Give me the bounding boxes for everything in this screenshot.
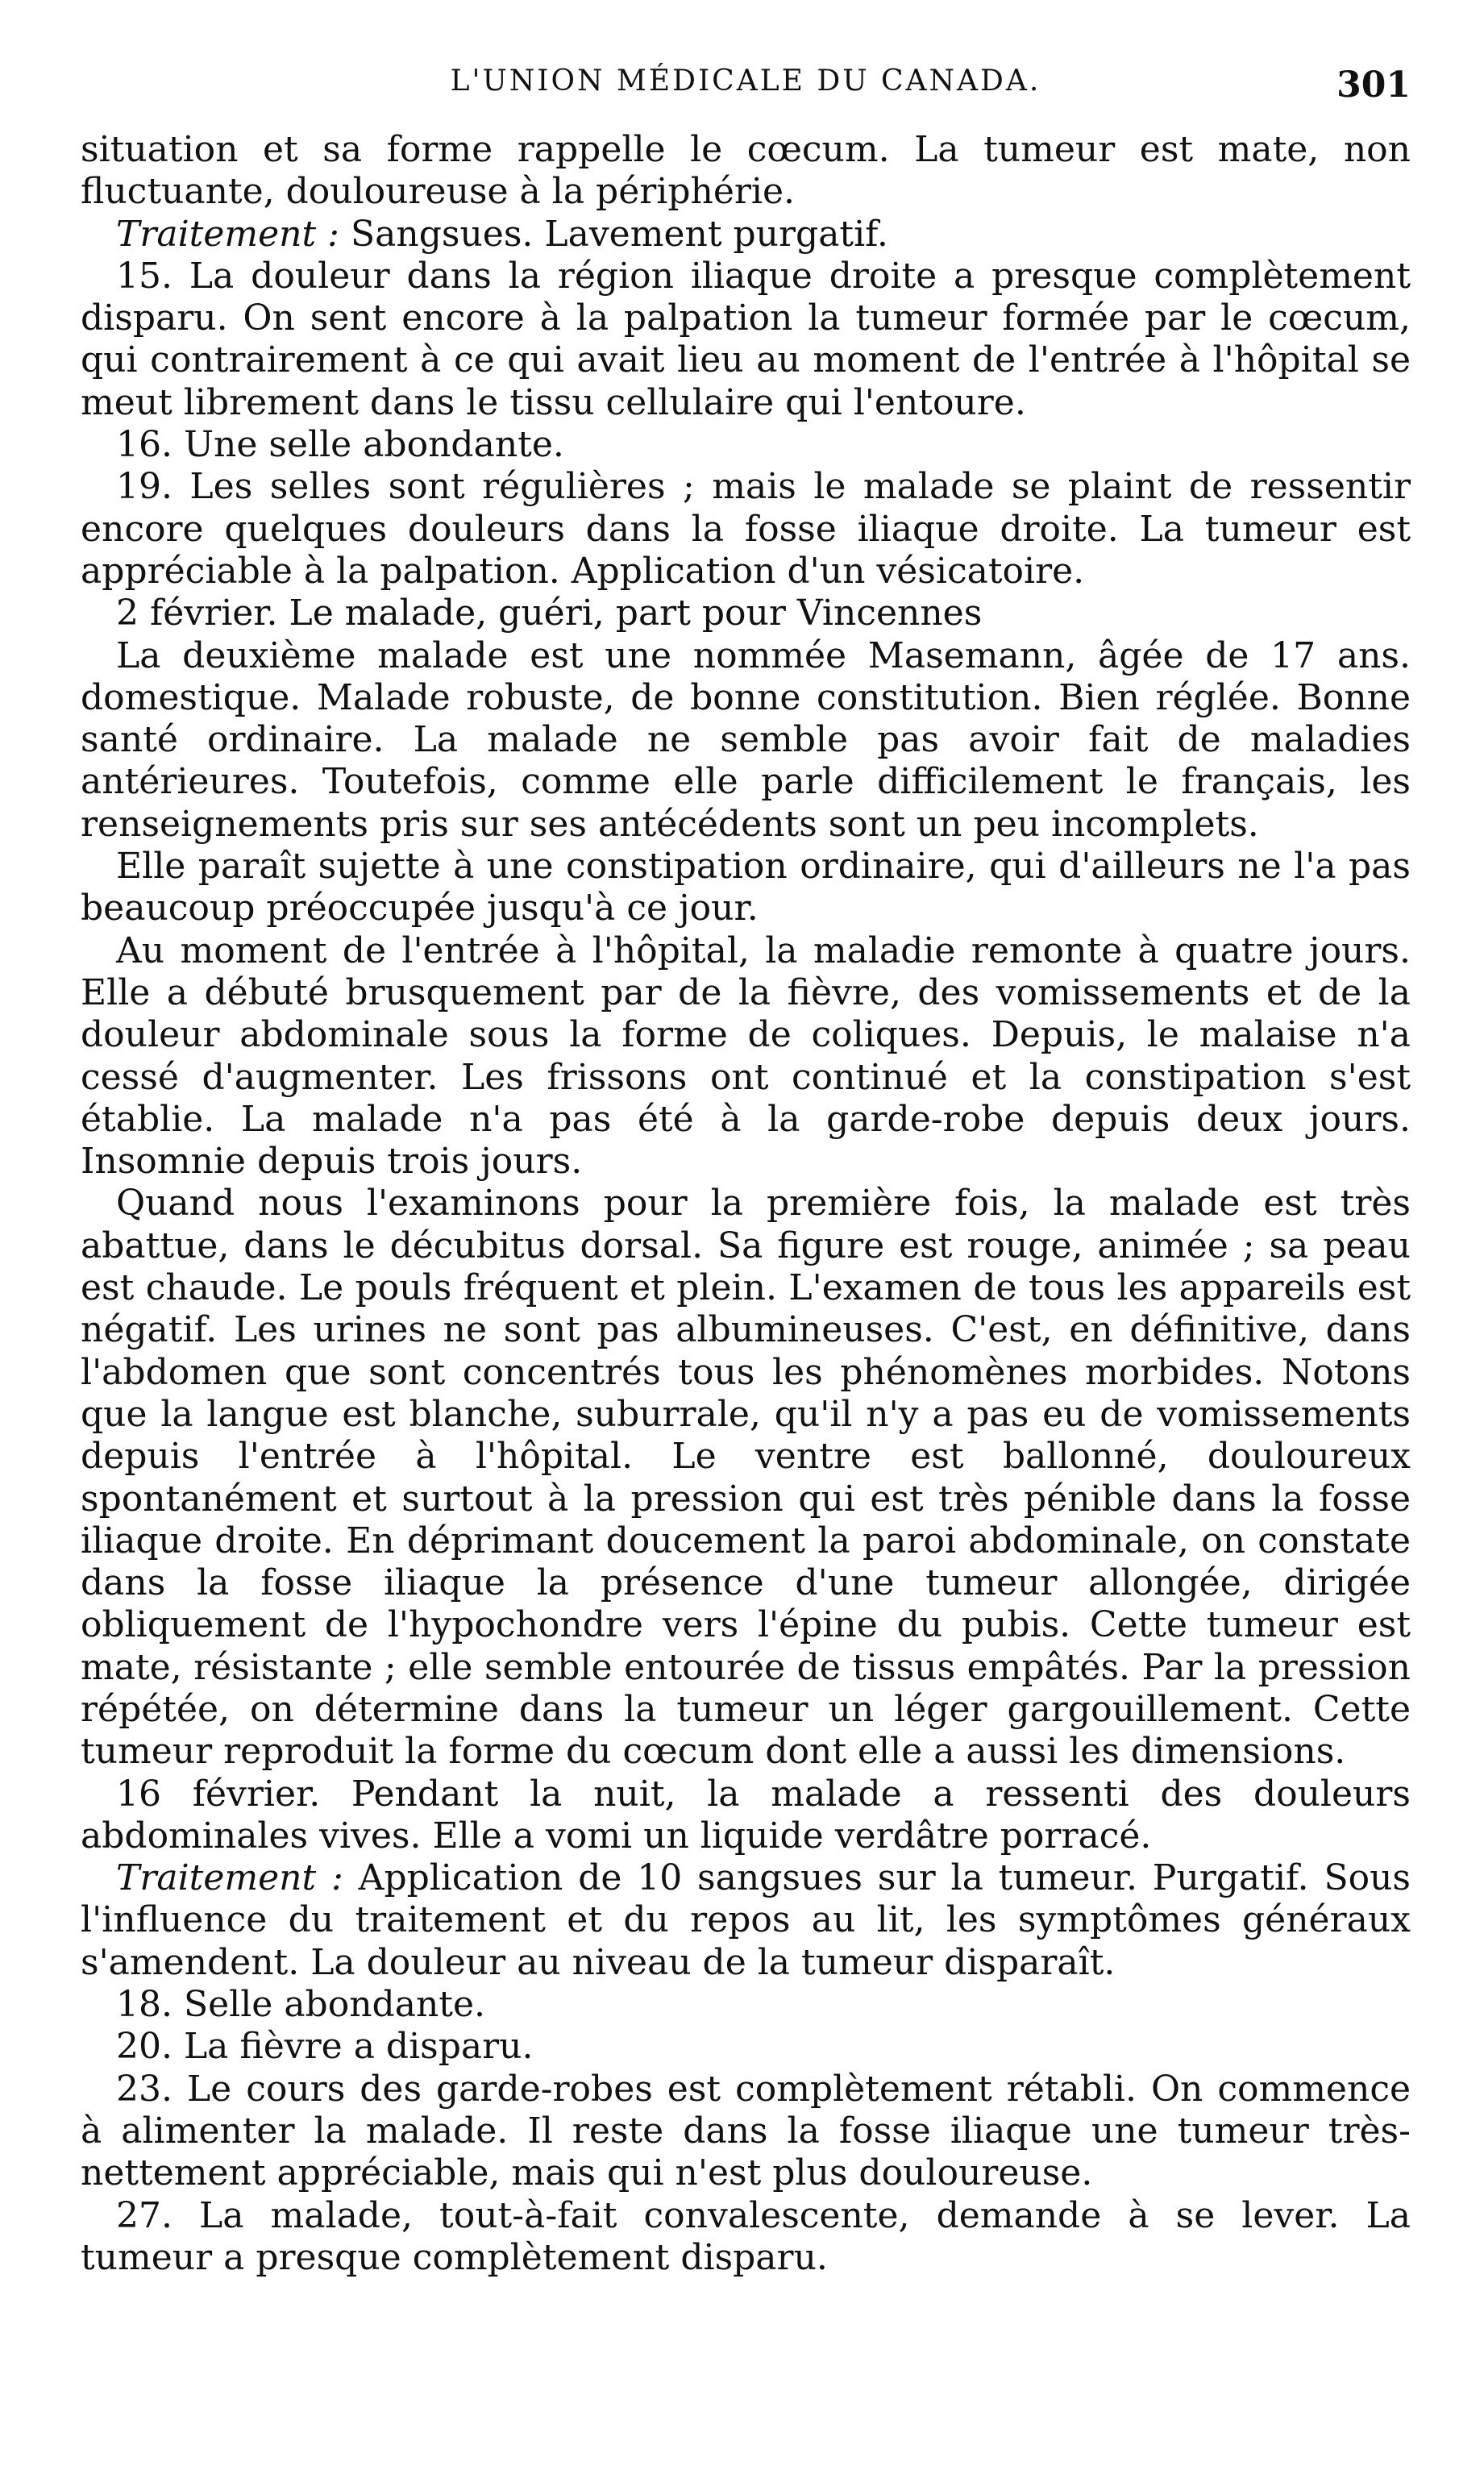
italic-label: Traitement : <box>116 1857 343 1899</box>
paragraph-text: 18. Selle abondante. <box>116 1984 485 2026</box>
paragraph <box>81 466 1411 593</box>
document-page <box>81 64 1411 2279</box>
paragraph <box>81 593 1411 634</box>
body-text <box>81 129 1411 2279</box>
paragraph-text: 19. Les selles sont régulières ; mais le malade se plaint de ressentir encore quelques douleurs dans la fosse iliaque droite. La tumeur est appréciable à la palpation. Application d'un vésicatoire. <box>81 466 1411 592</box>
page-number: 301 <box>1336 64 1411 106</box>
paragraph <box>81 635 1411 846</box>
paragraph-text: 20. La fièvre a disparu. <box>116 2026 534 2068</box>
paragraph-text: Application de 10 sangsues sur la tumeur. Purgatif. Sous l'influence du traitement et du repos au lit, les symptômes généraux s'amendent. La douleur au niveau de la tumeur disparaît. <box>81 1857 1411 1983</box>
paragraph <box>81 846 1411 930</box>
paragraph-text: 16 février. Pendant la nuit, la malade a ressenti des douleurs abdominales vives. Elle a vomi un liquide verdâtre porracé. <box>81 1773 1411 1857</box>
paragraph <box>81 256 1411 424</box>
paragraph <box>81 424 1411 466</box>
paragraph-text: 16. Une selle abondante. <box>116 424 564 466</box>
paragraph-text: 23. Le cours des garde-robes est complètement rétabli. On commence à alimenter la malade. Il reste dans la fosse iliaque une tumeur très-nettement appréciable, mais qui n'est plus douloureuse. <box>81 2068 1411 2194</box>
paragraph <box>81 1857 1411 1984</box>
paragraph-text: 2 février. Le malade, guéri, part pour Vincennes <box>116 593 983 634</box>
running-title: L'UNION MÉDICALE DU CANADA. <box>450 64 1041 98</box>
paragraph <box>81 1984 1411 2026</box>
paragraph-text: Quand nous l'examinons pour la première fois, la malade est très abattue, dans le décubitus dorsal. Sa figure est rouge, animée ; sa peau est chaude. Le pouls fréquent et plein. L'examen de tous les appareils est négatif. Les urines ne sont pas albumineuses. C'est, en définitive, dans l'abdomen que sont concentrés tous les phénomènes morbides. Notons que la langue est blanche, suburrale, qu'il n'y a pas eu de vomissements depuis l'entrée à l'hôpital. Le ventre est ballonné, douloureux spontanément et surtout à la pression qui est très pénible dans la fosse iliaque droite. En déprimant doucement la paroi abdominale, on constate dans la fosse iliaque la présence d'une tumeur allongée, dirigée obliquement de l'hypochondre vers l'épine du pubis. Cette tumeur est mate, résistante ; elle semble entourée de tissus empâtés. Par la pression répétée, on détermine dans la tumeur un léger gargouillement. Cette tumeur reproduit la forme du cœcum dont elle a aussi les dimensions. <box>81 1183 1411 1773</box>
paragraph-text: 15. La douleur dans la région iliaque droite a presque complètement disparu. On sent encore à la palpation la tumeur formée par le cœcum, qui contrairement à ce qui avait lieu au moment de l'entrée à l'hôpital se meut librement dans le tissu cellulaire qui l'entoure. <box>81 255 1411 423</box>
paragraph-text: Sangsues. Lavement purgatif. <box>339 213 888 255</box>
paragraph <box>81 1773 1411 1858</box>
paragraph <box>81 129 1411 214</box>
paragraph <box>81 2069 1411 2195</box>
paragraph-text: 27. La malade, tout-à-fait convalescente, demande à se lever. La tumeur a presque complètement disparu. <box>81 2194 1411 2278</box>
paragraph <box>81 214 1411 256</box>
paragraph-text: Elle paraît sujette à une constipation ordinaire, qui d'ailleurs ne l'a pas beaucoup préoccupée jusqu'à ce jour. <box>81 846 1411 929</box>
paragraph <box>81 2026 1411 2068</box>
paragraph-text: La deuxième malade est une nommée Masemann, âgée de 17 ans. domestique. Malade robuste, de bonne constitution. Bien réglée. Bonne santé ordinaire. La malade ne semble pas avoir fait de maladies antérieures. Toutefois, comme elle parle difficilement le français, les renseignements pris sur ses antécédents sont un peu incomplets. <box>81 634 1411 845</box>
paragraph <box>81 930 1411 1183</box>
italic-label: Traitement : <box>116 213 339 255</box>
paragraph <box>81 1183 1411 1773</box>
page-header <box>81 64 1411 129</box>
paragraph-text: situation et sa forme rappelle le cœcum. La tumeur est mate, non fluctuante, douloureuse à la périphérie. <box>81 129 1411 213</box>
paragraph <box>81 2195 1411 2280</box>
paragraph-text: Au moment de l'entrée à l'hôpital, la maladie remonte à quatre jours. Elle a débuté brusquement par de la fièvre, des vomissements et de la douleur abdominale sous la forme de coliques. Depuis, le malaise n'a cessé d'augmenter. Les frissons ont continué et la constipation s'est établie. La malade n'a pas été à la garde-robe depuis deux jours. Insomnie depuis trois jours. <box>81 929 1411 1183</box>
